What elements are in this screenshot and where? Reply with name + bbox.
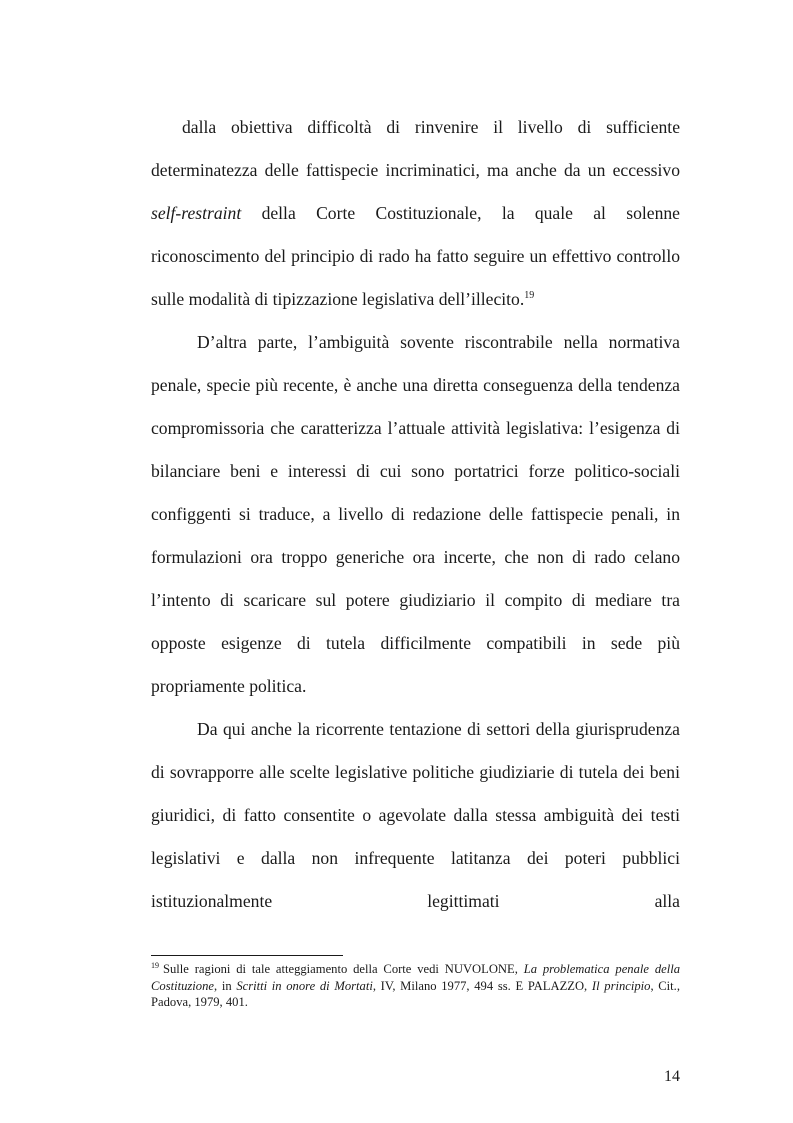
footnote-italic-title-3: Il principio bbox=[591, 978, 651, 993]
page-number: 14 bbox=[664, 1068, 680, 1085]
body-text bbox=[151, 106, 680, 923]
footnote-text-d: , Cit., Padova, 1979, 401. bbox=[151, 978, 680, 1009]
footnote-separator bbox=[151, 955, 343, 956]
footnote-text-a: Sulle ragioni di tale atteggiamento della Corte vedi NUVOLONE, bbox=[163, 962, 524, 976]
footnote-reference: 19 bbox=[524, 290, 535, 301]
paragraph-1-italic-term: self-restraint bbox=[151, 203, 242, 223]
footnote-number: 19 bbox=[151, 961, 159, 970]
footnote-italic-title-1: La problematica penale della Costituzione bbox=[151, 962, 680, 993]
paragraph-1-text-b: della Corte Costituzionale, la quale al solenne riconoscimento del principio di rado ha fatto seguire un effettivo controllo sulle modalità di tipizzazione legislativa dell’illecito. bbox=[151, 203, 680, 309]
footnote-italic-title-2: Scritti in onore di Mortati bbox=[236, 978, 373, 993]
paragraph-1 bbox=[151, 106, 680, 321]
footnote-text-b: , in bbox=[213, 978, 237, 993]
paragraph-2: D’altra parte, l’ambiguità sovente riscontrabile nella normativa penale, specie più recente, è anche una diretta conseguenza della tendenza compromissoria che caratterizza l’attuale attività legislativa: l’esigenza di bilanciare beni e interessi di cui sono portatrici forze politico-sociali configgenti si traduce, a livello di redazione delle fattispecie penali, in formulazioni ora troppo generiche ora incerte, che non di rado celano l’intento di scaricare sul potere giudiziario il compito di mediare tra opposte esigenze di tutela difficilmente compatibili in sede più propriamente politica. bbox=[151, 332, 680, 696]
footnote bbox=[151, 961, 680, 1011]
paragraph-1-text-a: dalla obiettiva difficoltà di rinvenire il livello di sufficiente determinatezza delle fattispecie incriminatici, ma anche da un eccessivo bbox=[151, 117, 680, 180]
footnote-text-c: , IV, Milano 1977, 494 ss. E PALAZZO, bbox=[372, 978, 592, 993]
paragraph-3: Da qui anche la ricorrente tentazione di settori della giurisprudenza di sovrapporre alle scelte legislative politiche giudiziarie di tutela dei beni giuridici, di fatto consentite o agevolate dalla stessa ambiguità dei testi legislativi e dalla non infrequente latitanza dei poteri pubblici istituzionalmente legittimati alla bbox=[151, 719, 680, 911]
